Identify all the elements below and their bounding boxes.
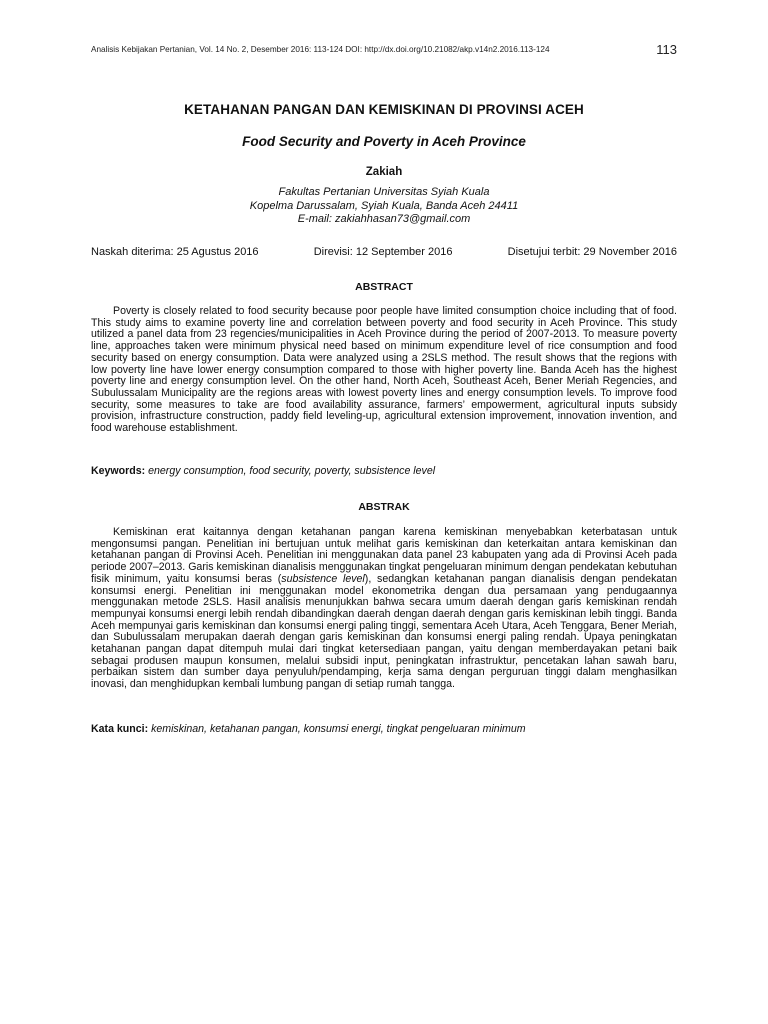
keywords-values: energy consumption, food security, poverty, subsistence level: [148, 465, 436, 477]
kata-kunci-values: kemiskinan, ketahanan pangan, konsumsi energi, tingkat pengeluaran minimum: [151, 723, 526, 735]
abstrak-text-part: ), sedangkan ketahanan pangan dianalisis dengan pendekatan konsumsi energi. Penelitian ini menggunakan model ekonometrika dengan dua persamaan yang pendugaannya menggunakan metode 2SLS. Hasil analisis menunjukkan bahwa secara umum daerah dengan garis kemiskinan rendah mempunyai konsumsi energi lebih rendah dibandingkan daerah dengan daerah dengan garis kemiskinan lebih tinggi. Banda Aceh mempunyai garis kemiskinan dan konsumsi energi paling tinggi, sementara Aceh Utara, Aceh Tenggara, Bener Meriah, dan Subulussalam merupakan daerah dengan garis kemiskinan dan konsumsi energi paling rendah. Upaya peningkatan ketahanan pangan dapat ditempuh mulai dari tingkat ketersediaan pangan, yaitu dengan memberdayakan petani baik sebagai produsen maupun konsumen, melalui subsidi input, peningkatan infrastruktur, pencetakan lahan sawah baru, perbaikan sistem dan sumber daya penyuluh/pendamping, kerja sama dengan perguruan tinggi dalam menghasilkan inovasi, dan menghidupkan kembali lumbung pangan di setiap rumah tangga.: [91, 572, 677, 691]
abstrak-italic-term: subsistence level: [281, 572, 365, 585]
author-affiliation: [0, 186, 768, 227]
article-subtitle: Food Security and Poverty in Aceh Province: [242, 134, 526, 149]
affiliation-line: Fakultas Pertanian Universitas Syiah Kuala: [278, 186, 490, 198]
kata-kunci-label: Kata kunci:: [91, 723, 149, 735]
abstrak-heading: ABSTRAK: [358, 501, 410, 513]
abstract-heading: ABSTRACT: [355, 281, 413, 293]
keywords: [91, 465, 677, 477]
accepted-date: Disetujui terbit: 29 November 2016: [507, 246, 677, 258]
abstract-text: Poverty is closely related to food security because poor people have limited consumption choice including that of food. This study aims to examine poverty line and correlation between poverty and food security in Aceh Province. This study utilized a panel data from 23 regencies/municipalities in Aceh Province during the period of 2007-2013. To measure poverty line, approaches taken were minimum physical need based on minimum expenditure level of rice consumption and food security based on energy consumption. Data were analyzed using a 2SLS method. The result shows that the regions with low poverty line have lower energy consumption compared to those with higher poverty line. Banda Aceh has the highest poverty line and energy consumption level. On the other hand, North Aceh, Southeast Aceh, Bener Meriah Regencies, and Subulussalam Municipality are the regions areas with lowest poverty lines and energy consumption levels. To improve food security, some measures to take are food availability assurance, farmers’ empowerment, agricultural inputs subsidy provision, infrastructure construction, paddy field leveling-up, agricultural extension improvement, innovation invention, and food warehouse establishment.: [91, 305, 677, 435]
abstrak-text: [91, 527, 677, 691]
kata-kunci: [91, 723, 677, 735]
running-head: Analisis Kebijakan Pertanian, Vol. 14 No. 2, Desember 2016: 113-124 DOI: http://dx.doi.org/10.21082/akp.v14n2.2016.113-124: [91, 45, 550, 54]
revised-date: Direvisi: 12 September 2016: [313, 246, 453, 258]
abstrak-text-part: Kemiskinan erat kaitannya dengan ketahanan pangan karena kemiskinan menyebabkan keterbatasan untuk mengonsumsi pangan. Penelitian ini bertujuan untuk melihat garis kemiskinan dan keterkaitan antara kemiskinan dan ketahanan pangan di Provinsi Aceh. Penelitian ini menggunakan data panel 23 kabupaten yang ada di Provinsi Aceh pada periode 2007–2013. Garis kemiskinan dianalisis menggunakan tingkat pengeluaran minimum dengan pendekatan kebutuhan fisik minimum, yaitu konsumsi beras (: [91, 526, 677, 585]
article-title: KETAHANAN PANGAN DAN KEMISKINAN DI PROVINSI ACEH: [184, 102, 584, 117]
keywords-label: Keywords:: [91, 465, 146, 477]
affiliation-line: Kopelma Darussalam, Syiah Kuala, Banda Aceh 24411: [249, 199, 519, 212]
author-email: E-mail: zakiahhasan73@gmail.com: [297, 213, 471, 225]
manuscript-dates: [91, 246, 677, 258]
page-number: 113: [656, 42, 677, 57]
received-date: Naskah diterima: 25 Agustus 2016: [91, 246, 259, 258]
author-name: Zakiah: [365, 166, 403, 178]
